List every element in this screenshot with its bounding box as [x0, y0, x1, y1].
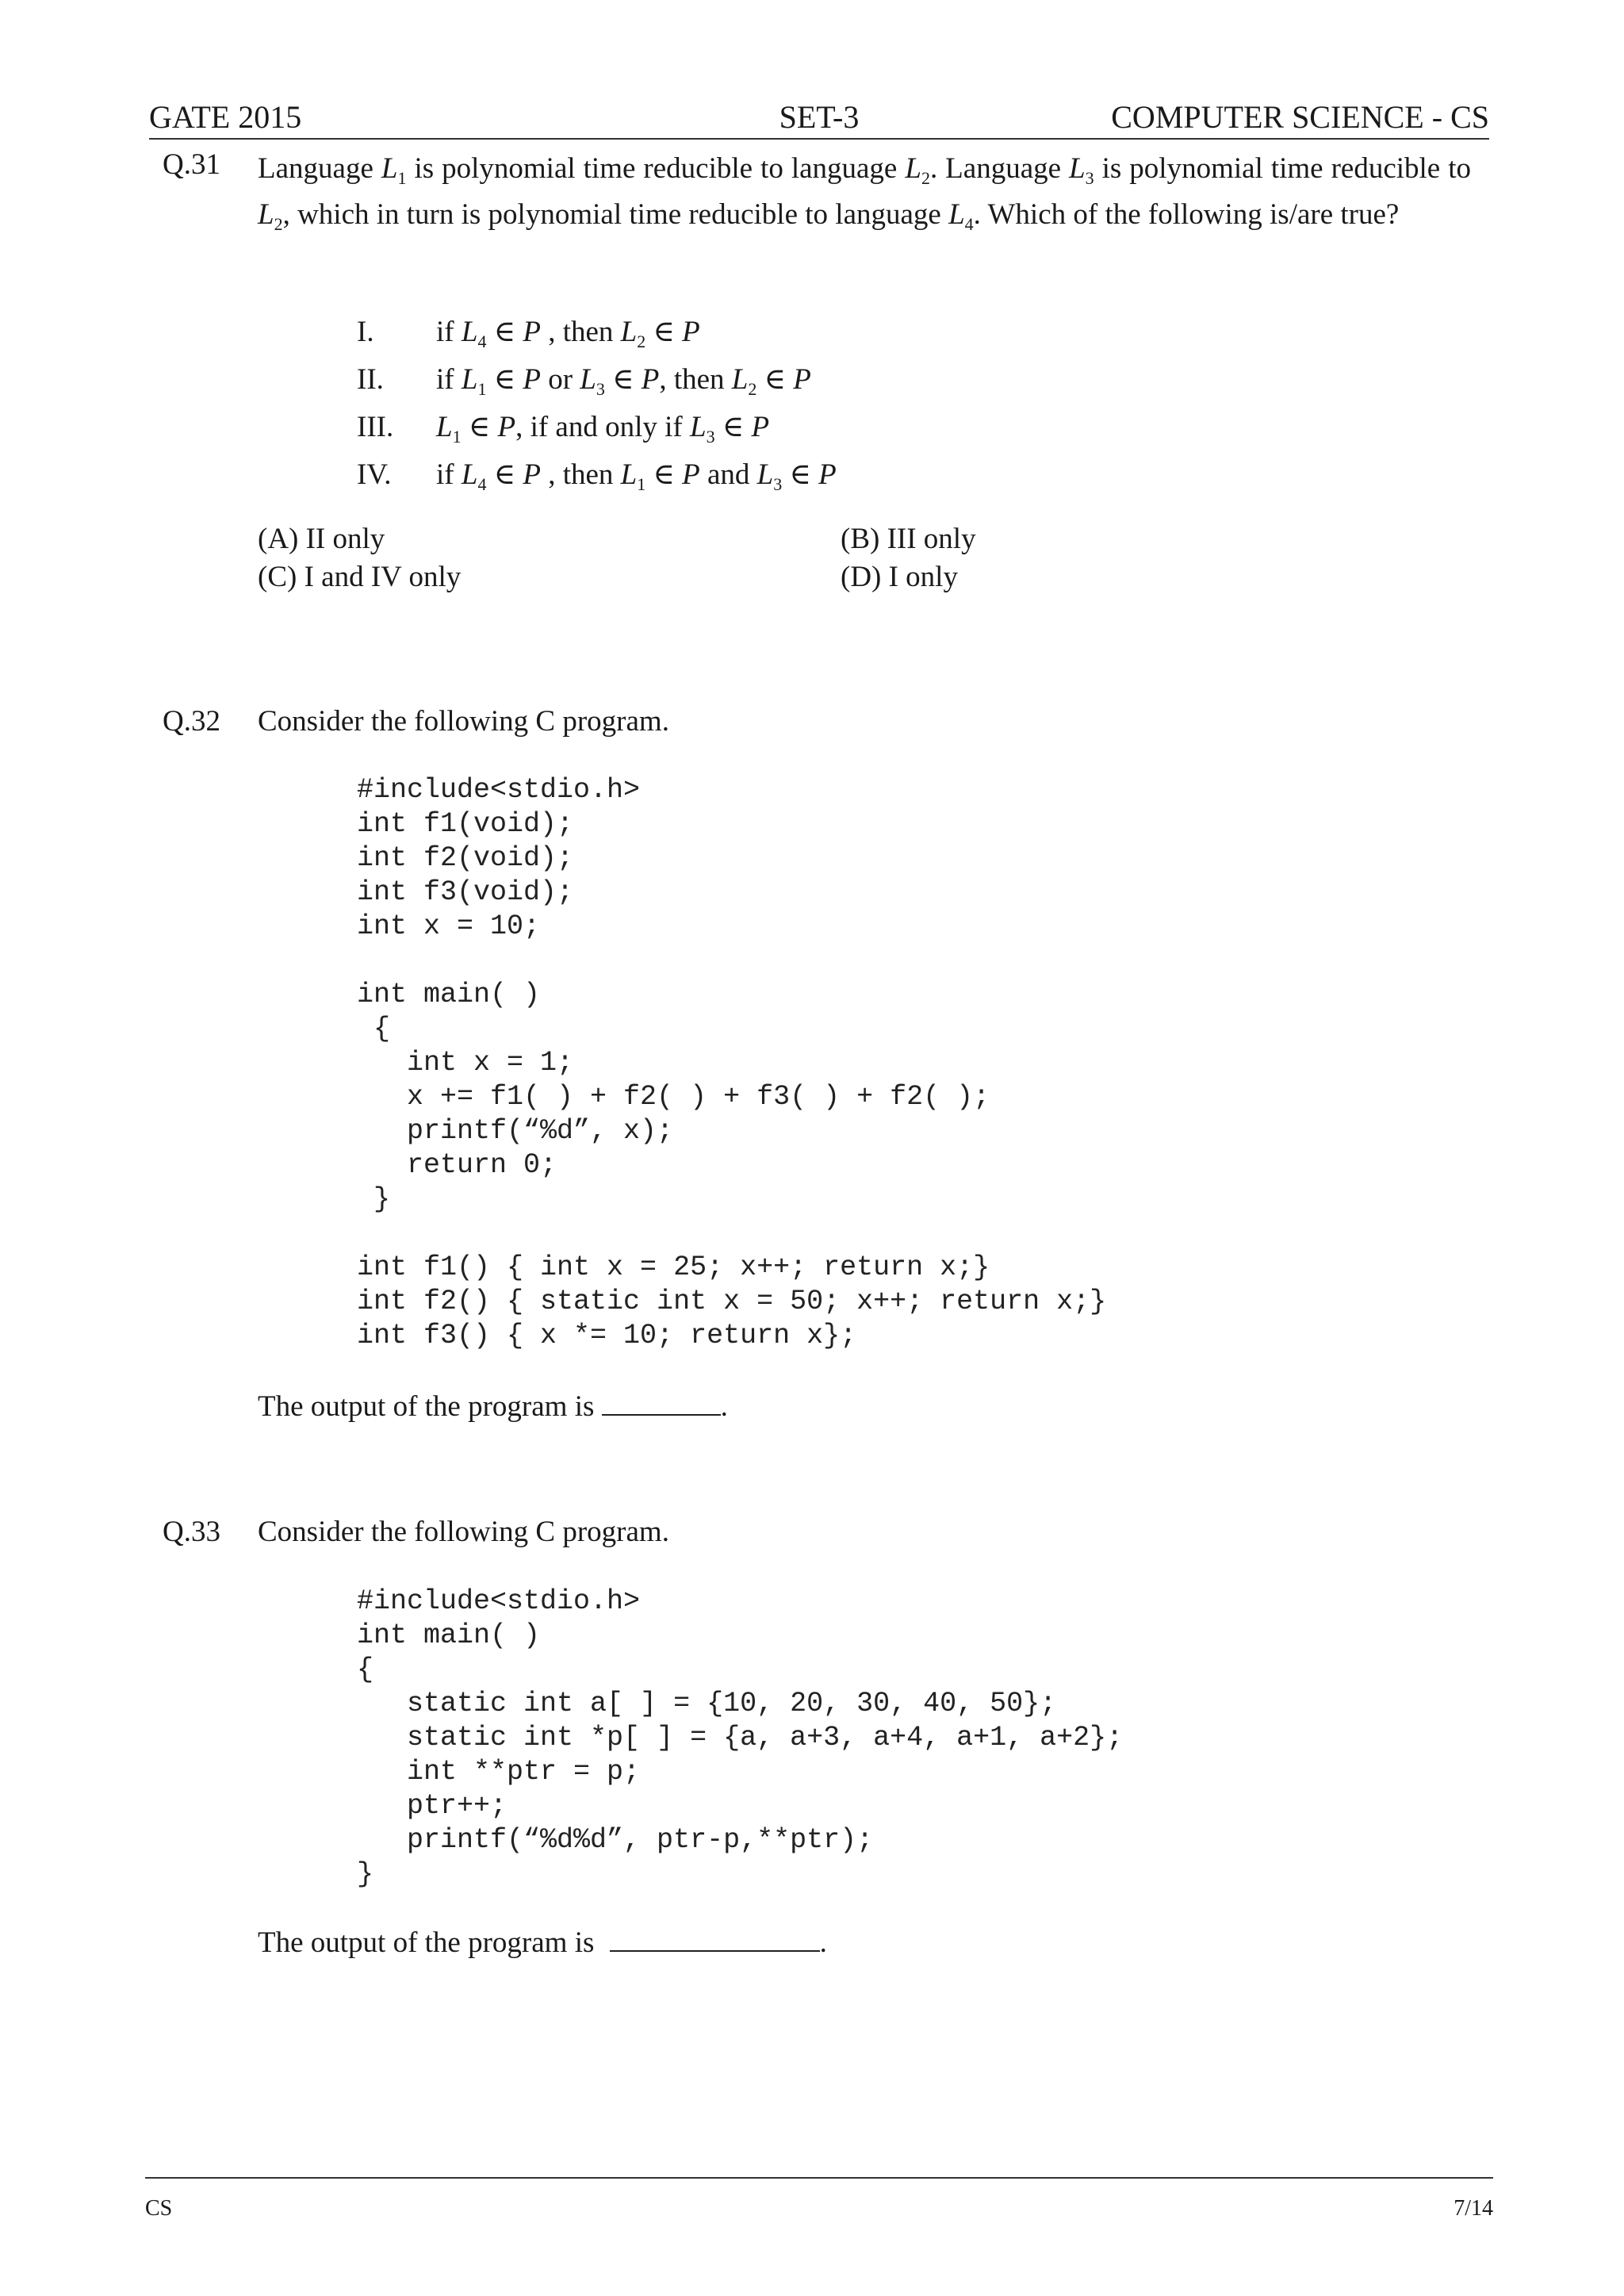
question-number-31: Q.31 — [163, 148, 220, 181]
statement-2: II. if $L_1$ ∈ P or $L_3$ ∈ P, then $L_2$ ∈ P — [357, 363, 811, 399]
option-b[interactable]: (B) III only — [841, 523, 976, 555]
question-31-stem: Language $L_1$ is polynomial time reducible to language $L_2$. Language $L_3$ is polynomial time reducible to $L_2$, which in turn is polynomial time reducible to language $L_4$. Which of the following is/are true? — [258, 152, 1471, 234]
answer-blank[interactable] — [602, 1390, 721, 1416]
statement-4: IV. if $L_4$ ∈ P , then $L_1$ ∈ P and $L_3$ ∈ P — [357, 458, 837, 494]
statement-3: III. $L_1$ ∈ P, if and only if $L_3$ ∈ P — [357, 411, 770, 447]
page-header — [149, 97, 1489, 140]
exam-name: GATE 2015 — [149, 99, 302, 135]
question-32-output-line: The output of the program is . — [258, 1390, 728, 1423]
question-33-intro: Consider the following C program. — [258, 1516, 669, 1548]
answer-blank[interactable] — [610, 1926, 820, 1952]
question-32-intro: Consider the following C program. — [258, 705, 669, 738]
question-number-33: Q.33 — [163, 1516, 220, 1548]
set-label: SET-3 — [779, 99, 860, 135]
question-33-output-line: The output of the program is . — [258, 1926, 827, 1959]
code-block-q33: #include<stdio.h> int main( ) { static int a[ ] = {10, 20, 30, 40, 50}; static int *p[ ] = {a, a+3, a+4, a+1, a+2}; int **ptr = p; ptr++; printf(“%d%d”, ptr-p,**ptr); } — [357, 1585, 1124, 1890]
subject-label: COMPUTER SCIENCE - CS — [1111, 99, 1489, 135]
footer-subject: CS — [145, 2196, 173, 2221]
page-number: 7/14 — [1454, 2196, 1493, 2221]
output-prompt: The output of the program is — [258, 1926, 602, 1959]
option-a[interactable]: (A) II only — [258, 523, 385, 555]
output-prompt: The output of the program is — [258, 1390, 602, 1423]
option-d[interactable]: (D) I only — [841, 561, 958, 593]
statement-1: I. if $L_4$ ∈ P , then $L_2$ ∈ P — [357, 316, 700, 351]
question-number-32: Q.32 — [163, 705, 220, 738]
option-c[interactable]: (C) I and IV only — [258, 561, 462, 593]
code-block-q32: #include<stdio.h> int f1(void); int f2(void); int f3(void); int x = 10; int main( ) { int x = 1; x += f1( ) + f2( ) + f3( ) + f2( ); printf(“%d”, x); return 0; } int f1() { int x = 25; x++; return x;} int f2() { static int x = 50; x++; return x;} int f3() { x *= 10; return x}; — [357, 774, 1107, 1351]
page-footer — [145, 2177, 1493, 2221]
